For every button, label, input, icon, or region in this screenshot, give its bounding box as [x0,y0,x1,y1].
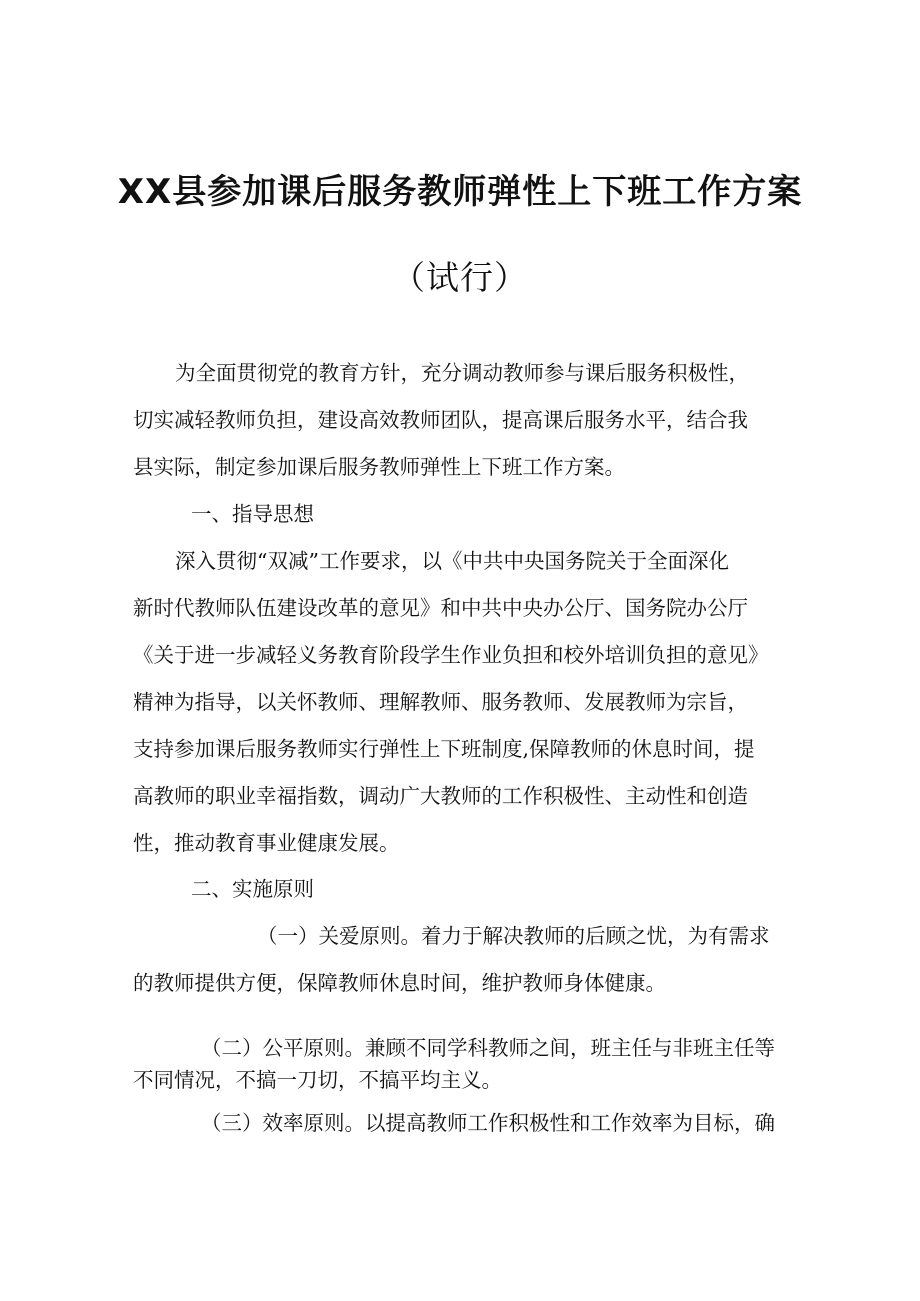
paragraph-line: 县实际，制定参加课后服务教师弹性上下班工作方案。 [133,455,625,479]
paragraph-line: 切实减轻教师负担，建设高效教师团队，提高课后服务水平，结合我 [133,408,748,432]
paragraph-line: （二）公平原则。兼顾不同学科教师之间，班主任与非班主任等 [201,1036,775,1060]
section-heading: 一、指导思想 [191,502,314,526]
paragraph-line: 高教师的职业幸福指数，调动广大教师的工作积极性、主动性和创造 [133,784,748,808]
paragraph-line: 为全面贯彻党的教育方针，充分调动教师参与课后服务积极性， [175,361,749,385]
section-heading-principles [133,866,789,913]
principle-efficiency-paragraph [133,1100,789,1147]
paragraph-line: 新时代教师队伍建设改革的意见》和中共中央办公厅、国务院办公厅 [133,596,748,620]
section-heading-guiding-ideology [133,491,789,538]
document-title: XX县参加课后服务教师弹性上下班工作方案 [117,172,803,212]
paragraph-line: 深入贯彻“双减”工作要求，以《中共中央国务院关于全面深化 [175,549,729,573]
principle-care-paragraph [133,913,789,1007]
paragraph-line: 性，推动教育事业健康发展。 [133,831,400,855]
paragraph-line: （一）关爱原则。着力于解决教师的后顾之忧，为有需求 [257,924,770,948]
paragraph-line: 精神为指导，以关怀教师、理解教师、服务教师、发展教师为宗旨， [133,690,748,714]
paragraph-line: （三）效率原则。以提高教师工作积极性和工作效率为目标，确 [201,1111,775,1135]
paragraph-line: 《关于进一步减轻义务教育阶段学生作业负担和校外培训负担的意见》 [133,643,769,667]
document-subtitle: （试行） [392,258,528,297]
paragraph-line: 支持参加课后服务教师实行弹性上下班制度,保障教师的休息时间，提 [133,737,755,761]
section-heading: 二、实施原则 [191,877,314,901]
guiding-ideology-paragraph [133,538,789,867]
paragraph-line: 不同情况，不搞一刀切，不搞平均主义。 [133,1068,502,1092]
principle-fairness-paragraph [133,1032,789,1096]
intro-paragraph [133,350,789,491]
paragraph-line: 的教师提供方便，保障教师休息时间，维护教师身体健康。 [133,971,666,995]
